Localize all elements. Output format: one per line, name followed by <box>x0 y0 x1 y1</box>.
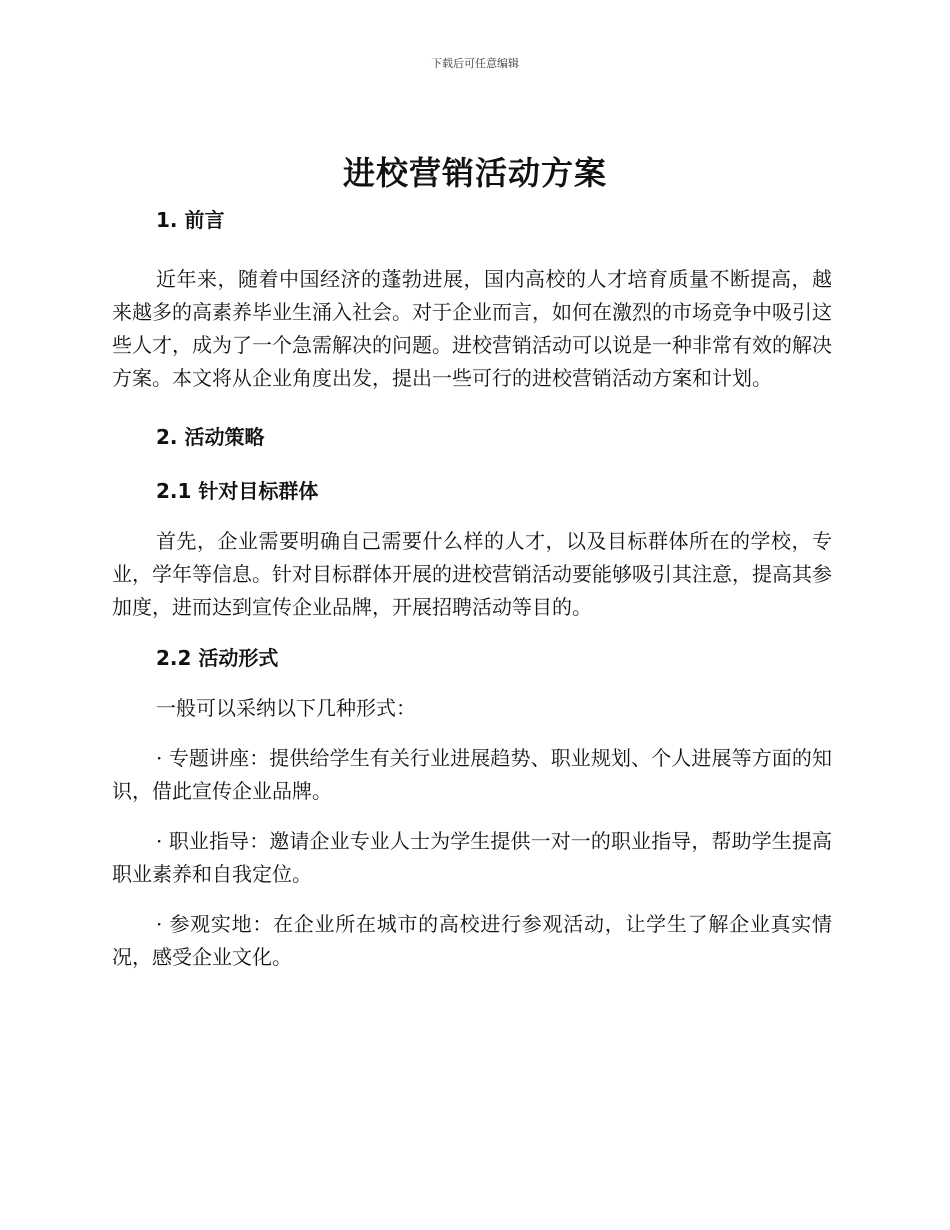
subsection-heading-target: 2.1 针对目标群体 <box>156 479 319 503</box>
list-item-site-visit: · 参观实地：在企业所在城市的高校进行参观活动，让学生了解企业真实情况，感受企业文化。 <box>112 912 832 969</box>
paragraph-forms-intro: 一般可以采纳以下几种形式： <box>156 696 416 720</box>
section-heading-preface: 1. 前言 <box>156 208 225 232</box>
subsection-heading-forms: 2.2 活动形式 <box>156 646 279 670</box>
document-body <box>112 200 832 974</box>
document-title: 进校营销活动方案 <box>342 154 607 192</box>
paragraph-target: 首先，企业需要明确自己需要什么样的人才，以及目标群体所在的学校，专业，学年等信息。针对目标群体开展的进校营销活动要能够吸引其注意，提高其参加度，进而达到宣传企业品牌，开展招聘活动等目的。 <box>112 529 832 619</box>
page-header-note: 下载后可任意编辑 <box>431 57 519 70</box>
list-item-career-guidance: · 职业指导：邀请企业专业人士为学生提供一对一的职业指导，帮助学生提高职业素养和自我定位。 <box>112 829 832 886</box>
list-item-lecture: · 专题讲座：提供给学生有关行业进展趋势、职业规划、个人进展等方面的知识，借此宣传企业品牌。 <box>112 746 832 803</box>
section-heading-strategy: 2. 活动策略 <box>156 425 265 449</box>
paragraph-preface: 近年来，随着中国经济的蓬勃进展，国内高校的人才培育质量不断提高，越来越多的高素养毕业生涌入社会。对于企业而言，如何在激烈的市场竞争中吸引这些人才，成为了一个急需解决的问题。进校营销活动可以说是一种非常有效的解决方案。本文将从企业角度出发，提出一些可行的进校营销活动方案和计划。 <box>112 267 832 390</box>
